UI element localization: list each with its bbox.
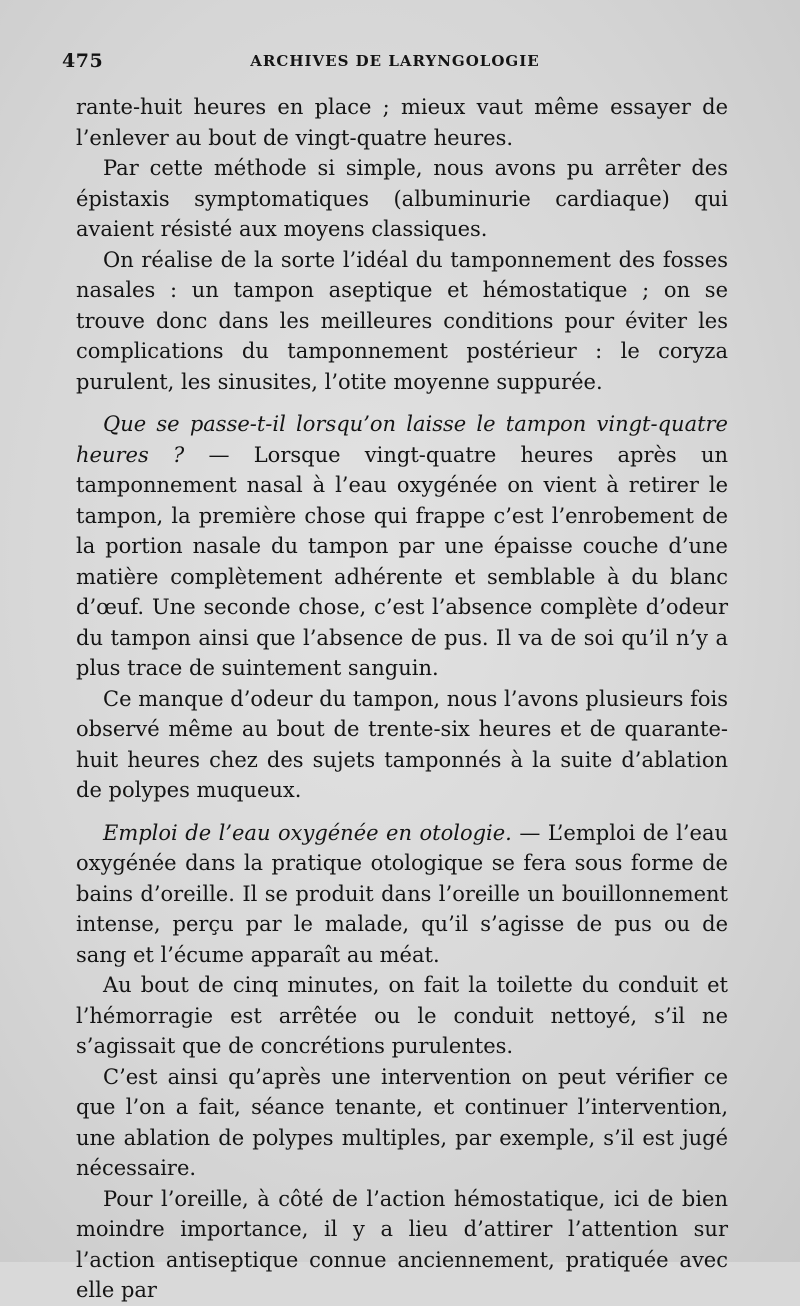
paragraph [76, 153, 728, 245]
paragraph [76, 92, 728, 153]
paragraph-text: rante-huit heures en place ; mieux vaut même essayer de l’enlever au bout de vingt-quatre heures. [76, 95, 728, 150]
page-number: 475 [62, 50, 104, 72]
paragraph [76, 245, 728, 398]
paragraph [76, 409, 728, 684]
paragraph [76, 684, 728, 806]
paragraph [76, 1184, 728, 1306]
running-head: ARCHIVES DE LARYNGOLOGIE [250, 52, 540, 70]
paragraph-text: Pour l’oreille, à côté de l’action hémostatique, ici de bien moindre importance, il y a lieu d’attirer l’attention sur l’action antiseptique connue anciennement, pratiquée avec elle par [76, 1186, 728, 1302]
section-heading: Emploi de l’eau oxygénée en otologie. [103, 820, 512, 845]
paragraph-text: C’est ainsi qu’après une intervention on peut vérifier ce que l’on a fait, séance tenante, et continuer l’intervention, une ablation de polypes multiples, par exemple, s’il est jugé nécessaire. [76, 1064, 728, 1180]
paragraph-text: Au bout de cinq minutes, on fait la toilette du conduit et l’hémorragie est arrêtée ou le conduit nettoyé, s’il ne s’agissait que de concrétions purulentes. [76, 973, 728, 1058]
body-text [76, 92, 728, 1306]
paragraph-text: Ce manque d’odeur du tampon, nous l’avons plusieurs fois observé même au bout de trente-six heures et de quarante-huit heures chez des sujets tamponnés à la suite d’ablation de polypes muqueux. [76, 686, 728, 802]
section-heading: Que se passe-t-il lorsqu’on laisse le tampon vingt-quatre heures ? [76, 412, 728, 467]
paragraph-text: On réalise de la sorte l’idéal du tamponnement des fosses nasales : un tampon aseptique et hémostatique ; on se trouve donc dans les meilleures conditions pour éviter les complications du tamponnement postérieur : le coryza purulent, les sinusites, l’otite moyenne suppurée. [76, 247, 728, 394]
paragraph [76, 970, 728, 1062]
paragraph [76, 818, 728, 971]
paragraph-text: Par cette méthode si simple, nous avons pu arrêter des épistaxis symptomatiques (albuminurie cardiaque) qui avaient résisté aux moyens classiques. [76, 156, 728, 241]
paragraph-text: — L’emploi de l’eau oxygénée dans la pratique otologique se fera sous forme de bains d’oreille. Il se produit dans l’oreille un bouillonnement intense, perçu par le malade, qu’il s’agisse de pus ou de sang et l’écume apparaît au méat. [76, 820, 728, 967]
paragraph [76, 1062, 728, 1184]
page-header [62, 50, 728, 76]
paragraph-text: — Lorsque vingt-quatre heures après un tamponnement nasal à l’eau oxygénée on vient à retirer le tampon, la première chose qui frappe c’est l’enrobement de la portion nasale du tampon par une épaisse couche d’une matière complètement adhérente et semblable à du blanc d’œuf. Une seconde chose, c’est l’absence complète d’odeur du tampon ainsi que l’absence de pus. Il va de soi qu’il n’y a plus trace de suintement sanguin. [76, 442, 728, 680]
